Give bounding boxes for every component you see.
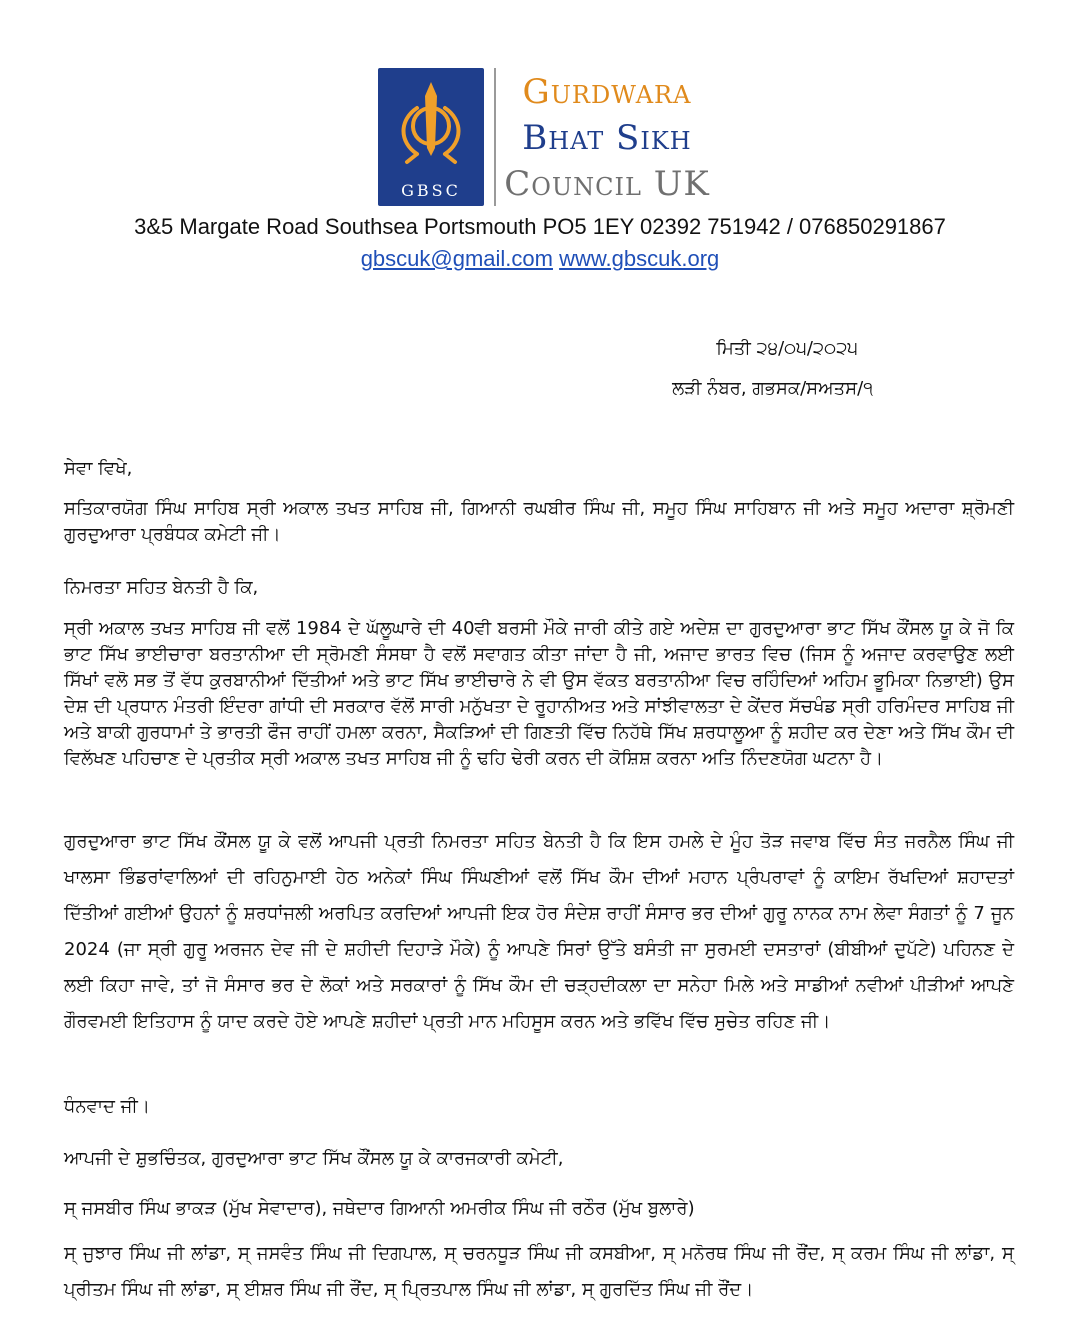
website-link[interactable]: www.gbscuk.org — [559, 246, 720, 271]
logo-line-2: Bhat Sikh — [522, 118, 692, 158]
signatories-members: ਸ੍ ਜੁਝਾਰ ਸਿੰਘ ਜੀ ਲਾਂਡਾ, ਸ੍ ਜਸਵੰਤ ਸਿੰਘ ਜੀ ਦਿਗਪਾਲ, ਸ੍ ਚਰਨਧੂੜ ਸਿੰਘ ਜੀ ਕਸਬੀਆ, ਸ੍ ਮਨੋਰਥ ਸਿੰਘ ਜੀ ਰੌਂਦ, ਸ੍ ਕਰਮ ਸਿੰਘ ਜੀ ਲਾਂਡਾ, ਸ੍ ਪ੍ਰੀਤਮ ਸਿੰਘ ਜੀ ਲਾਂਡਾ, ਸ੍ ਈਸ਼ਰ ਸਿੰਘ ਜੀ ਰੌਂਦ, ਸ੍ ਪ੍ਰਿਤਪਾਲ ਸਿੰਘ ਜੀ ਲਾਂਡਾ, ਸ੍ ਗੁਰਦਿੱਤ ਸਿੰਘ ਜੀ ਰੌਂਦ। — [64, 1243, 1014, 1300]
email-link[interactable]: gbscuk@gmail.com — [360, 246, 553, 271]
addressee: ਸਤਿਕਾਰਯੋਗ ਸਿੰਘ ਸਾਹਿਬ ਸ੍ਰੀ ਅਕਾਲ ਤਖਤ ਸਾਹਿਬ ਜੀ, ਗਿਆਨੀ ਰਘਬੀਰ ਸਿੰਘ ਜੀ, ਸਮੂਹ ਸਿੰਘ ਸਾਹਿਬਾਨ ਜੀ ਅਤੇ ਸਮੂਹ ਅਦਾਰਾ ਸ਼੍ਰੋਮਣੀ ਗੁਰਦੁਆਰਾ ਪ੍ਰਬੰਧਕ ਕਮੇਟੀ ਜੀ। — [64, 498, 1014, 545]
logo-code: GBSC — [401, 181, 461, 200]
thanks: ਧੰਨਵਾਦ ਜੀ। — [64, 1096, 150, 1117]
paragraph-1: ਸ੍ਰੀ ਅਕਾਲ ਤਖਤ ਸਾਹਿਬ ਜੀ ਵਲੋਂ 1984 ਦੇ ਘੱਲੂਘਾਰੇ ਦੀ 40ਵੀ ਬਰਸੀ ਮੌਕੇ ਜਾਰੀ ਕੀਤੇ ਗਏ ਅਦੇਸ਼ ਦਾ ਗੁਰਦੁਆਰਾ ਭਾਟ ਸਿੱਖ ਕੌਂਸਲ ਯੂ ਕੇ ਜੋ ਕਿ ਭਾਟ ਸਿੱਖ ਭਾਈਚਾਰਾ ਬਰਤਾਨੀਆ ਦੀ ਸ੍ਰੋਮਣੀ ਸੰਸਥਾ ਹੈ ਵਲੋਂ ਸਵਾਗਤ ਕੀਤਾ ਜਾਂਦਾ ਹੈ ਜੀ, ਅਜਾਦ ਭਾਰਤ ਵਿਚ (ਜਿਸ ਨੂੰ ਅਜਾਦ ਕਰਵਾਉਣ ਲਈ ਸਿੱਖਾਂ ਵਲੋ ਸਭ ਤੋਂ ਵੱਧ ਕੁਰਬਾਨੀਆਂ ਦਿੱਤੀਆਂ ਅਤੇ ਭਾਟ ਸਿੱਖ ਭਾਈਚਾਰੇ ਨੇ ਵੀ ਉਸ ਵੱਕਤ ਬਰਤਾਨੀਆ ਵਿਚ ਰਹਿੰਦਿਆਂ ਅਹਿਮ ਭੂਮਿਕਾ ਨਿਭਾਈ) ਉਸ ਦੇਸ਼ ਦੀ ਪ੍ਰਧਾਨ ਮੰਤਰੀ ਇੰਦਰਾ ਗਾਂਧੀ ਦੀ ਸਰਕਾਰ ਵੱਲੋਂ ਸਾਰੀ ਮਨੁੱਖਤਾ ਦੇ ਰੂਹਾਨੀਅਤ ਅਤੇ ਸਾਂਝੀਵਾਲਤਾ ਦੇ ਕੇਂਦਰ ਸੱਚਖੰਡ ਸ੍ਰੀ ਹਰਿਮੰਦਰ ਸਾਹਿਬ ਜੀ ਅਤੇ ਬਾਕੀ ਗੁਰਧਾਮਾਂ ਤੇ ਭਾਰਤੀ ਫੌਜ ਰਾਹੀਂ ਹਮਲਾ ਕਰਨਾ, ਸੈਕੜਿਆਂ ਦੀ ਗਿਣਤੀ ਵਿੱਚ ਨਿਹੱਥੇ ਸਿੱਖ ਸ਼ਰਧਾਲੂਆ ਨੂੰ ਸ਼ਹੀਦ ਕਰ ਦੇਣਾ ਅਤੇ ਸਿੱਖ ਕੌਮ ਦੀ ਵਿਲੱਖਣ ਪਹਿਚਾਣ ਦੇ ਪ੍ਰਤੀਕ ਸ੍ਰੀ ਅਕਾਲ ਤਖਤ ਸਾਹਿਬ ਜੀ ਨੂੰ ਢਹਿ ਢੇਰੀ ਕਰਨ ਦੀ ਕੋਸ਼ਿਸ਼ ਕਰਨਾ ਅਤਿ ਨਿੰਦਣਯੋਗ ਘਟਨਾ ਹੈ। — [64, 618, 1014, 769]
logo-line-3: Council UK — [504, 164, 710, 204]
letter-reference: ਲੜੀ ਨੰਬਰ, ਗਭਸਕ/ਸਅਤਸ/੧ — [672, 378, 873, 399]
closing: ਆਪਜੀ ਦੇ ਸ਼ੁਭਚਿੰਤਕ, ਗੁਰਦੁਆਰਾ ਭਾਟ ਸਿੱਖ ਕੌਂਸਲ ਯੂ ਕੇ ਕਾਰਜਕਾਰੀ ਕਮੇਟੀ, — [64, 1148, 564, 1169]
letter-date: ਮਿਤੀ ੨੪/੦੫/੨੦੨੫ — [716, 338, 858, 359]
request-intro: ਨਿਮਰਤਾ ਸਹਿਤ ਬੇਨਤੀ ਹੈ ਕਿ, — [64, 577, 259, 598]
paragraph-2: ਗੁਰਦੁਆਰਾ ਭਾਟ ਸਿੱਖ ਕੌਂਸਲ ਯੂ ਕੇ ਵਲੋਂ ਆਪਜੀ ਪ੍ਰਤੀ ਨਿਮਰਤਾ ਸਹਿਤ ਬੇਨਤੀ ਹੈ ਕਿ ਇਸ ਹਮਲੇ ਦੇ ਮੂੰਹ ਤੋੜ ਜਵਾਬ ਵਿੱਚ ਸੰਤ ਜਰਨੈਲ ਸਿੰਘ ਜੀ ਖਾਲਸਾ ਭਿੰਡਰਾਂਵਾਲਿਆਂ ਦੀ ਰਹਿਨੁਮਾਈ ਹੇਠ ਅਨੇਕਾਂ ਸਿੰਘ ਸਿੰਘਣੀਆਂ ਵਲੋਂ ਸਿੱਖ ਕੌਮ ਦੀਆਂ ਮਹਾਨ ਪ੍ਰੰਪਰਾਵਾਂ ਨੂੰ ਕਾਇਮ ਰੱਖਦਿਆਂ ਸ਼ਹਾਦਤਾਂ ਦਿੱਤੀਆਂ ਗਈਆਂ ਉਹਨਾਂ ਨੂੰ ਸ਼ਰਧਾਂਜਲੀ ਅਰਪਿਤ ਕਰਦਿਆਂ ਆਪਜੀ ਇਕ ਹੋਰ ਸੰਦੇਸ਼ ਰਾਹੀਂ ਸੰਸਾਰ ਭਰ ਦੀਆਂ ਗੁਰੂ ਨਾਨਕ ਨਾਮ ਲੇਵਾ ਸੰਗਤਾਂ ਨੂੰ 7 ਜੂਨ 2024 (ਜਾ ਸ੍ਰੀ ਗੁਰੂ ਅਰਜਨ ਦੇਵ ਜੀ ਦੇ ਸ਼ਹੀਦੀ ਦਿਹਾੜੇ ਮੌਕੇ) ਨੂੰ ਆਪਣੇ ਸਿਰਾਂ ਉੱਤੇ ਬਸੰਤੀ ਜਾ ਸੁਰਮਈ ਦਸਤਾਰਾਂ (ਬੀਬੀਆਂ ਦੁਪੱਟੇ) ਪਹਿਨਣ ਦੇ ਲਈ ਕਿਹਾ ਜਾਵੇ, ਤਾਂ ਜੋ ਸੰਸਾਰ ਭਰ ਦੇ ਲੋਕਾਂ ਅਤੇ ਸਰਕਾਰਾਂ ਨੂੰ ਸਿੱਖ ਕੌਮ ਦੀ ਚੜ੍ਹਦੀਕਲਾ ਦਾ ਸਨੇਹਾ ਮਿਲੇ ਅਤੇ ਸਾਡੀਆਂ ਨਵੀਆਂ ਪੀੜੀਆਂ ਆਪਣੇ ਗੌਰਵਮਈ ਇਤਿਹਾਸ ਨੂੰ ਯਾਦ ਕਰਦੇ ਹੋਏ ਆਪਣੇ ਸ਼ਹੀਦਾਂ ਪ੍ਰਤੀ ਮਾਨ ਮਹਿਸੂਸ ਕਰਨ ਅਤੇ ਭਵਿੱਖ ਵਿੱਚ ਸੁਚੇਤ ਰਹਿਣ ਜੀ। — [64, 831, 1014, 1032]
contact-links — [0, 246, 1080, 272]
salutation: ਸੇਵਾ ਵਿਖੇ, — [64, 458, 133, 479]
signatories-main: ਸ੍ ਜਸਬੀਰ ਸਿੰਘ ਭਾਕੜ (ਮੁੱਖ ਸੇਵਾਦਾਰ), ਜਥੇਦਾਰ ਗਿਆਨੀ ਅਮਰੀਕ ਸਿੰਘ ਜੀ ਰਠੌਰ (ਮੁੱਖ ਬੁਲਾਰੇ) — [64, 1198, 695, 1219]
postal-address: 3&5 Margate Road Southsea Portsmouth PO5 1EY 02392 751942 / 076850291867 — [134, 214, 946, 239]
logo-line-1: Gurdwara — [522, 72, 692, 112]
khanda-icon — [391, 76, 471, 168]
logo-emblem-box — [378, 68, 484, 206]
organisation-logo — [378, 68, 718, 208]
